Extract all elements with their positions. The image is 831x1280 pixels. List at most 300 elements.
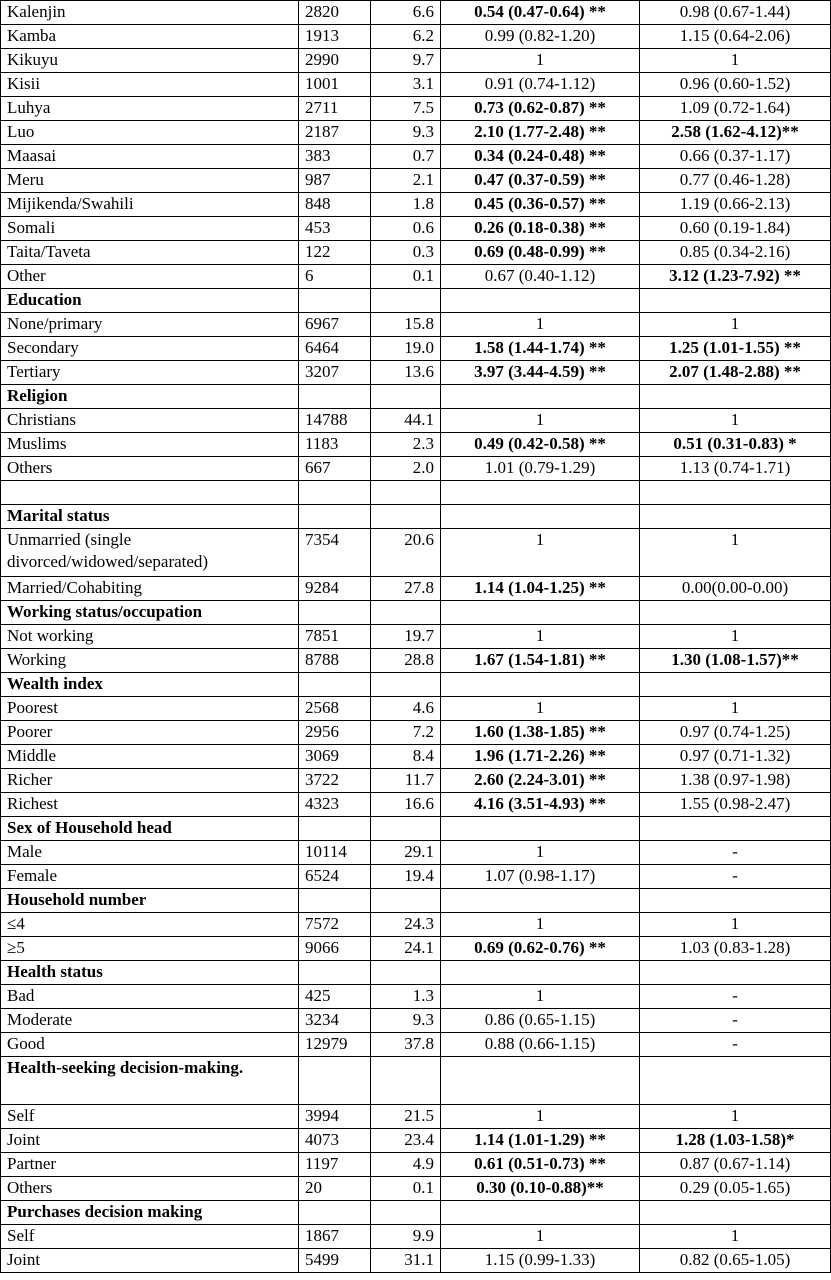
count-cell: 3994 (299, 1105, 371, 1129)
variable-cell: Marital status (1, 505, 299, 529)
count-cell: 3234 (299, 1009, 371, 1033)
variable-cell: Household number (1, 889, 299, 913)
percent-cell: 0.3 (371, 241, 441, 265)
adjusted-or-cell: 0.00(0.00-0.00) (640, 577, 831, 601)
count-cell: 987 (299, 169, 371, 193)
adjusted-or-cell: 1.38 (0.97-1.98) (640, 769, 831, 793)
percent-cell: 1.3 (371, 985, 441, 1009)
crude-or-cell: 0.69 (0.48-0.99) ** (441, 241, 640, 265)
crude-or-cell: 1.01 (0.79-1.29) (441, 457, 640, 481)
count-cell: 2711 (299, 97, 371, 121)
adjusted-or-cell: 1.15 (0.64-2.06) (640, 25, 831, 49)
crude-or-cell (441, 1057, 640, 1105)
percent-cell: 2.3 (371, 433, 441, 457)
count-cell: 9284 (299, 577, 371, 601)
variable-cell: Female (1, 865, 299, 889)
count-cell: 7354 (299, 529, 371, 577)
table-row (1, 721, 831, 745)
variable-cell: Male (1, 841, 299, 865)
count-cell (299, 1057, 371, 1105)
adjusted-or-cell (640, 385, 831, 409)
count-cell: 9066 (299, 937, 371, 961)
count-cell: 20 (299, 1177, 371, 1201)
variable-cell: Tertiary (1, 361, 299, 385)
crude-or-cell: 1 (441, 409, 640, 433)
category-header-row (1, 673, 831, 697)
percent-cell: 9.3 (371, 1009, 441, 1033)
variable-cell: Joint (1, 1249, 299, 1273)
percent-cell: 13.6 (371, 361, 441, 385)
variable-cell: Kalenjin (1, 1, 299, 25)
adjusted-or-cell (640, 673, 831, 697)
percent-cell (371, 961, 441, 985)
variable-cell: Somali (1, 217, 299, 241)
variable-cell: Kamba (1, 25, 299, 49)
count-cell: 2568 (299, 697, 371, 721)
variable-cell: Working (1, 649, 299, 673)
adjusted-or-cell (640, 481, 831, 505)
count-cell: 1913 (299, 25, 371, 49)
category-header-row (1, 889, 831, 913)
crude-or-cell: 1.58 (1.44-1.74) ** (441, 337, 640, 361)
variable-cell (1, 481, 299, 505)
percent-cell: 9.9 (371, 1225, 441, 1249)
adjusted-or-cell: - (640, 1033, 831, 1057)
count-cell (299, 961, 371, 985)
percent-cell (371, 505, 441, 529)
adjusted-or-cell (640, 505, 831, 529)
percent-cell: 0.7 (371, 145, 441, 169)
crude-or-cell: 0.45 (0.36-0.57) ** (441, 193, 640, 217)
percent-cell: 8.4 (371, 745, 441, 769)
percent-cell: 21.5 (371, 1105, 441, 1129)
adjusted-or-cell (640, 601, 831, 625)
percent-cell: 6.6 (371, 1, 441, 25)
category-header-row (1, 961, 831, 985)
table-row (1, 361, 831, 385)
table-row (1, 121, 831, 145)
crude-or-cell: 1 (441, 529, 640, 577)
variable-cell: Mijikenda/Swahili (1, 193, 299, 217)
count-cell: 6 (299, 265, 371, 289)
table-row (1, 985, 831, 1009)
count-cell (299, 385, 371, 409)
variable-cell: Muslims (1, 433, 299, 457)
adjusted-or-cell: 1.03 (0.83-1.28) (640, 937, 831, 961)
table-row (1, 97, 831, 121)
variable-cell: Secondary (1, 337, 299, 361)
crude-or-cell (441, 961, 640, 985)
percent-cell: 37.8 (371, 1033, 441, 1057)
adjusted-or-cell: 1.13 (0.74-1.71) (640, 457, 831, 481)
variable-cell: Self (1, 1105, 299, 1129)
variable-cell: Good (1, 1033, 299, 1057)
crude-or-cell (441, 481, 640, 505)
variable-cell: Poorer (1, 721, 299, 745)
adjusted-or-cell: - (640, 1009, 831, 1033)
variable-cell: Maasai (1, 145, 299, 169)
percent-cell: 0.1 (371, 1177, 441, 1201)
percent-cell: 19.4 (371, 865, 441, 889)
table-row (1, 241, 831, 265)
category-header-row (1, 289, 831, 313)
adjusted-or-cell: 1.28 (1.03-1.58)* (640, 1129, 831, 1153)
percent-cell: 7.5 (371, 97, 441, 121)
variable-cell: Taita/Taveta (1, 241, 299, 265)
variable-cell: Wealth index (1, 673, 299, 697)
variable-cell: ≥5 (1, 937, 299, 961)
table-row (1, 769, 831, 793)
table-row (1, 793, 831, 817)
variable-cell: Poorest (1, 697, 299, 721)
crude-or-cell: 1.15 (0.99-1.33) (441, 1249, 640, 1273)
adjusted-or-cell: - (640, 841, 831, 865)
table-row (1, 625, 831, 649)
crude-or-cell: 1.07 (0.98-1.17) (441, 865, 640, 889)
adjusted-or-cell: 2.58 (1.62-4.12)** (640, 121, 831, 145)
count-cell (299, 817, 371, 841)
adjusted-or-cell: 2.07 (1.48-2.88) ** (640, 361, 831, 385)
adjusted-or-cell: 1.55 (0.98-2.47) (640, 793, 831, 817)
variable-cell: Religion (1, 385, 299, 409)
count-cell: 7851 (299, 625, 371, 649)
table-row (1, 1153, 831, 1177)
percent-cell: 6.2 (371, 25, 441, 49)
variable-cell: Richest (1, 793, 299, 817)
count-cell: 1197 (299, 1153, 371, 1177)
percent-cell: 4.6 (371, 697, 441, 721)
crude-or-cell (441, 1201, 640, 1225)
percent-cell: 0.6 (371, 217, 441, 241)
adjusted-or-cell: 0.87 (0.67-1.14) (640, 1153, 831, 1177)
table-row (1, 1129, 831, 1153)
adjusted-or-cell: 0.82 (0.65-1.05) (640, 1249, 831, 1273)
table-body (1, 1, 831, 1273)
table-row (1, 1, 831, 25)
count-cell: 2820 (299, 1, 371, 25)
adjusted-or-cell: 1 (640, 529, 831, 577)
adjusted-or-cell: 1 (640, 313, 831, 337)
variable-cell: Unmarried (single divorced/widowed/separated) (1, 529, 299, 577)
adjusted-or-cell: 1 (640, 913, 831, 937)
adjusted-or-cell: 0.29 (0.05-1.65) (640, 1177, 831, 1201)
table-row (1, 169, 831, 193)
count-cell (299, 673, 371, 697)
count-cell: 8788 (299, 649, 371, 673)
variable-cell: None/primary (1, 313, 299, 337)
adjusted-or-cell: 0.60 (0.19-1.84) (640, 217, 831, 241)
variable-cell: Partner (1, 1153, 299, 1177)
table-row (1, 649, 831, 673)
adjusted-or-cell: - (640, 865, 831, 889)
percent-cell (371, 601, 441, 625)
percent-cell (371, 1201, 441, 1225)
percent-cell (371, 673, 441, 697)
table-row (1, 1033, 831, 1057)
count-cell: 14788 (299, 409, 371, 433)
count-cell (299, 889, 371, 913)
table-row (1, 1225, 831, 1249)
table-row (1, 937, 831, 961)
percent-cell: 19.7 (371, 625, 441, 649)
variable-cell: Middle (1, 745, 299, 769)
adjusted-or-cell (640, 289, 831, 313)
percent-cell: 23.4 (371, 1129, 441, 1153)
percent-cell (371, 289, 441, 313)
crude-or-cell: 0.49 (0.42-0.58) ** (441, 433, 640, 457)
table-row (1, 217, 831, 241)
variable-cell: Married/Cohabiting (1, 577, 299, 601)
percent-cell: 19.0 (371, 337, 441, 361)
percent-cell: 24.1 (371, 937, 441, 961)
variable-cell: Richer (1, 769, 299, 793)
table-row (1, 865, 831, 889)
crude-or-cell: 1 (441, 313, 640, 337)
percent-cell: 9.3 (371, 121, 441, 145)
variable-cell: ≤4 (1, 913, 299, 937)
count-cell: 3069 (299, 745, 371, 769)
percent-cell: 0.1 (371, 265, 441, 289)
crude-or-cell: 0.26 (0.18-0.38) ** (441, 217, 640, 241)
crude-or-cell: 2.60 (2.24-3.01) ** (441, 769, 640, 793)
adjusted-or-cell: 0.77 (0.46-1.28) (640, 169, 831, 193)
count-cell: 3207 (299, 361, 371, 385)
count-cell: 2187 (299, 121, 371, 145)
crude-or-cell: 1.60 (1.38-1.85) ** (441, 721, 640, 745)
percent-cell: 9.7 (371, 49, 441, 73)
crude-or-cell: 0.88 (0.66-1.15) (441, 1033, 640, 1057)
table-row (1, 49, 831, 73)
percent-cell: 4.9 (371, 1153, 441, 1177)
category-header-row (1, 1201, 831, 1225)
percent-cell: 7.2 (371, 721, 441, 745)
table-row (1, 481, 831, 505)
variable-cell: Christians (1, 409, 299, 433)
variable-cell: Kisii (1, 73, 299, 97)
adjusted-or-cell (640, 1057, 831, 1105)
crude-or-cell (441, 385, 640, 409)
percent-cell: 2.0 (371, 457, 441, 481)
count-cell (299, 1201, 371, 1225)
crude-or-cell: 0.99 (0.82-1.20) (441, 25, 640, 49)
adjusted-or-cell: 1.30 (1.08-1.57)** (640, 649, 831, 673)
count-cell (299, 601, 371, 625)
variable-cell: Health-seeking decision-making. (1, 1057, 299, 1105)
adjusted-or-cell: 1 (640, 1105, 831, 1129)
adjusted-or-cell (640, 961, 831, 985)
count-cell: 383 (299, 145, 371, 169)
crude-or-cell: 1 (441, 841, 640, 865)
crude-or-cell: 3.97 (3.44-4.59) ** (441, 361, 640, 385)
category-header-row (1, 385, 831, 409)
count-cell: 7572 (299, 913, 371, 937)
count-cell: 453 (299, 217, 371, 241)
crude-or-cell (441, 817, 640, 841)
count-cell: 2990 (299, 49, 371, 73)
crude-or-cell: 0.67 (0.40-1.12) (441, 265, 640, 289)
crude-or-cell (441, 601, 640, 625)
variable-cell: Other (1, 265, 299, 289)
variable-cell: Moderate (1, 1009, 299, 1033)
count-cell: 848 (299, 193, 371, 217)
count-cell: 4073 (299, 1129, 371, 1153)
count-cell: 12979 (299, 1033, 371, 1057)
table-row (1, 1105, 831, 1129)
percent-cell: 2.1 (371, 169, 441, 193)
crude-or-cell: 1 (441, 49, 640, 73)
category-header-row (1, 601, 831, 625)
table-row (1, 745, 831, 769)
count-cell: 5499 (299, 1249, 371, 1273)
variable-cell: Sex of Household head (1, 817, 299, 841)
variable-cell: Bad (1, 985, 299, 1009)
adjusted-or-cell: 3.12 (1.23-7.92) ** (640, 265, 831, 289)
table-row (1, 193, 831, 217)
count-cell (299, 481, 371, 505)
count-cell: 1001 (299, 73, 371, 97)
crude-or-cell: 1.14 (1.01-1.29) ** (441, 1129, 640, 1153)
adjusted-or-cell: 1 (640, 697, 831, 721)
variable-cell: Purchases decision making (1, 1201, 299, 1225)
table-row (1, 265, 831, 289)
variable-cell: Joint (1, 1129, 299, 1153)
variable-cell: Working status/occupation (1, 601, 299, 625)
adjusted-or-cell: 1 (640, 49, 831, 73)
crude-or-cell (441, 673, 640, 697)
count-cell: 6967 (299, 313, 371, 337)
count-cell: 122 (299, 241, 371, 265)
crude-or-cell: 0.54 (0.47-0.64) ** (441, 1, 640, 25)
table-row (1, 1009, 831, 1033)
percent-cell: 3.1 (371, 73, 441, 97)
crude-or-cell: 1 (441, 1225, 640, 1249)
variable-cell: Self (1, 1225, 299, 1249)
table-row (1, 457, 831, 481)
table-row (1, 1177, 831, 1201)
adjusted-or-cell: 0.97 (0.74-1.25) (640, 721, 831, 745)
percent-cell: 11.7 (371, 769, 441, 793)
table-row (1, 529, 831, 577)
crude-or-cell (441, 505, 640, 529)
percent-cell (371, 889, 441, 913)
adjusted-or-cell: 0.85 (0.34-2.16) (640, 241, 831, 265)
adjusted-or-cell (640, 889, 831, 913)
table-row (1, 697, 831, 721)
percent-cell: 15.8 (371, 313, 441, 337)
adjusted-or-cell: 1.09 (0.72-1.64) (640, 97, 831, 121)
adjusted-or-cell (640, 817, 831, 841)
count-cell: 2956 (299, 721, 371, 745)
count-cell (299, 289, 371, 313)
category-header-row (1, 817, 831, 841)
table-row (1, 145, 831, 169)
count-cell (299, 505, 371, 529)
percent-cell: 16.6 (371, 793, 441, 817)
count-cell: 6464 (299, 337, 371, 361)
percent-cell: 31.1 (371, 1249, 441, 1273)
table-row (1, 313, 831, 337)
variable-cell: Education (1, 289, 299, 313)
variable-cell: Health status (1, 961, 299, 985)
crude-or-cell: 1 (441, 625, 640, 649)
crude-or-cell: 1.14 (1.04-1.25) ** (441, 577, 640, 601)
adjusted-or-cell: 0.51 (0.31-0.83) * (640, 433, 831, 457)
count-cell: 1867 (299, 1225, 371, 1249)
table-row (1, 73, 831, 97)
count-cell: 1183 (299, 433, 371, 457)
adjusted-or-cell: 1 (640, 1225, 831, 1249)
adjusted-or-cell (640, 1201, 831, 1225)
variable-cell: Others (1, 1177, 299, 1201)
percent-cell: 1.8 (371, 193, 441, 217)
percent-cell: 44.1 (371, 409, 441, 433)
count-cell: 425 (299, 985, 371, 1009)
crude-or-cell: 0.73 (0.62-0.87) ** (441, 97, 640, 121)
variable-cell: Others (1, 457, 299, 481)
category-header-row (1, 1057, 831, 1105)
percent-cell (371, 817, 441, 841)
percent-cell (371, 1057, 441, 1105)
adjusted-or-cell: - (640, 985, 831, 1009)
adjusted-or-cell: 1 (640, 625, 831, 649)
adjusted-or-cell: 0.97 (0.71-1.32) (640, 745, 831, 769)
table-row (1, 433, 831, 457)
variable-cell: Not working (1, 625, 299, 649)
table-row (1, 577, 831, 601)
crude-or-cell: 0.34 (0.24-0.48) ** (441, 145, 640, 169)
table-row (1, 409, 831, 433)
table-row (1, 1249, 831, 1273)
count-cell: 3722 (299, 769, 371, 793)
adjusted-or-cell: 0.98 (0.67-1.44) (640, 1, 831, 25)
crude-or-cell (441, 889, 640, 913)
crude-or-cell (441, 289, 640, 313)
category-header-row (1, 505, 831, 529)
table-row (1, 337, 831, 361)
crude-or-cell: 1 (441, 985, 640, 1009)
crude-or-cell: 0.47 (0.37-0.59) ** (441, 169, 640, 193)
percent-cell (371, 385, 441, 409)
variable-cell: Luo (1, 121, 299, 145)
crude-or-cell: 0.86 (0.65-1.15) (441, 1009, 640, 1033)
percent-cell: 29.1 (371, 841, 441, 865)
crude-or-cell: 2.10 (1.77-2.48) ** (441, 121, 640, 145)
count-cell: 4323 (299, 793, 371, 817)
adjusted-or-cell: 0.96 (0.60-1.52) (640, 73, 831, 97)
variable-cell: Luhya (1, 97, 299, 121)
adjusted-or-cell: 0.66 (0.37-1.17) (640, 145, 831, 169)
crude-or-cell: 1 (441, 1105, 640, 1129)
adjusted-or-cell: 1 (640, 409, 831, 433)
variable-cell: Kikuyu (1, 49, 299, 73)
percent-cell: 27.8 (371, 577, 441, 601)
adjusted-or-cell: 1.19 (0.66-2.13) (640, 193, 831, 217)
crude-or-cell: 1 (441, 697, 640, 721)
crude-or-cell: 0.61 (0.51-0.73) ** (441, 1153, 640, 1177)
table-row (1, 25, 831, 49)
count-cell: 6524 (299, 865, 371, 889)
percent-cell (371, 481, 441, 505)
percent-cell: 28.8 (371, 649, 441, 673)
adjusted-or-cell: 1.25 (1.01-1.55) ** (640, 337, 831, 361)
percent-cell: 24.3 (371, 913, 441, 937)
table-row (1, 913, 831, 937)
crude-or-cell: 4.16 (3.51-4.93) ** (441, 793, 640, 817)
crude-or-cell: 0.30 (0.10-0.88)** (441, 1177, 640, 1201)
crude-or-cell: 1.67 (1.54-1.81) ** (441, 649, 640, 673)
crude-or-cell: 0.69 (0.62-0.76) ** (441, 937, 640, 961)
count-cell: 10114 (299, 841, 371, 865)
